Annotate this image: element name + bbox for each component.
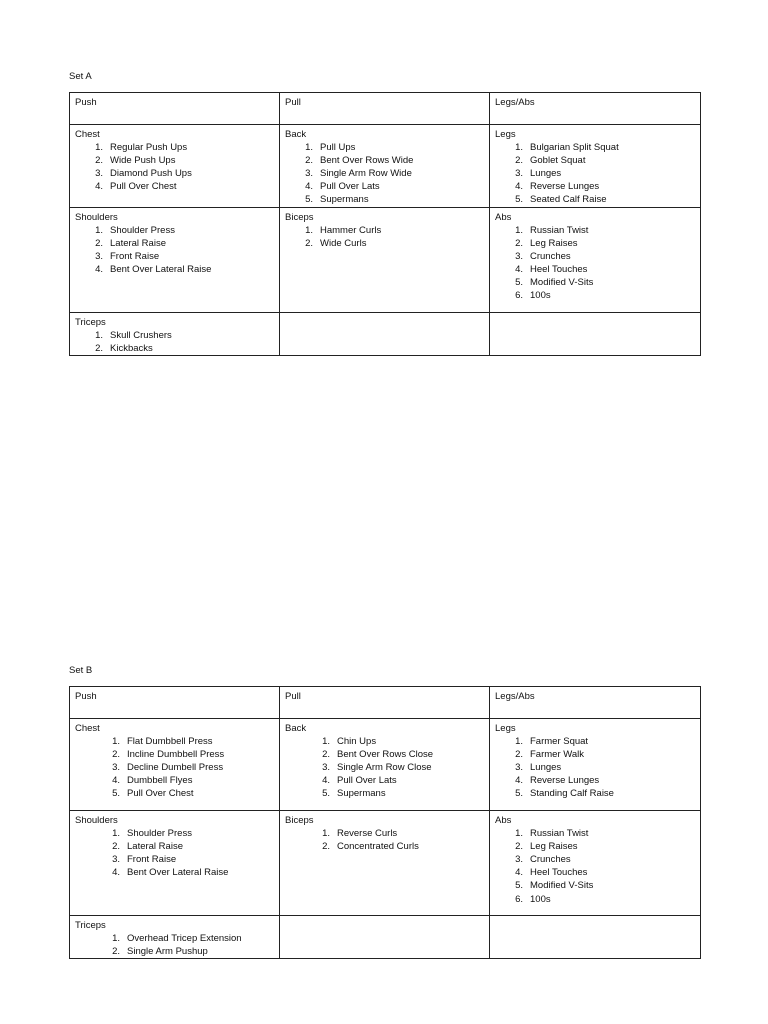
exercise-name: Lateral Raise [127,841,183,853]
group-cell [490,719,701,811]
exercise-name: Overhead Tricep Extension [127,933,242,945]
exercise-list [75,224,274,276]
exercise-list [285,735,484,800]
exercise-number: 2. [515,237,523,249]
exercise-item [75,853,274,866]
exercise-item [75,342,274,355]
muscle-group-title: Triceps [75,316,106,328]
exercise-item [75,329,274,342]
exercise-item [75,827,274,840]
exercise-name: Leg Raises [530,841,578,853]
exercise-number: 4. [515,867,523,879]
exercise-name: Farmer Squat [530,736,589,748]
exercise-item [75,761,274,774]
exercise-name: Pull Over Lats [320,181,380,193]
set-a-table [69,92,701,356]
exercise-number: 4. [95,263,103,275]
exercise-item [285,167,484,180]
exercise-number: 1. [515,224,523,236]
exercise-list [285,224,484,250]
exercise-number: 1. [515,736,523,748]
group-cell [280,916,490,959]
exercise-item [75,735,274,748]
exercise-name: Skull Crushers [110,329,172,341]
exercise-item [495,840,695,853]
exercise-number: 2. [322,841,330,853]
exercise-name: Diamond Push Ups [110,168,192,180]
group-cell [490,916,701,959]
exercise-item [285,154,484,167]
exercise-number: 2. [515,155,523,167]
muscle-group-title: Shoulders [75,211,118,223]
muscle-group-title: Legs [495,723,516,734]
exercise-item [495,141,695,154]
exercise-item [285,840,484,853]
exercise-name: Flat Dumbbell Press [127,736,213,748]
group-cell [70,207,280,312]
exercise-item [495,735,695,748]
exercise-item [495,748,695,761]
set-b-table [69,686,701,959]
exercise-name: Standing Calf Raise [530,788,614,800]
exercise-item [75,787,274,800]
exercise-name: Pull Over Chest [127,788,194,800]
exercise-item [75,224,274,237]
exercise-number: 2. [322,749,330,761]
group-cell [490,125,701,208]
exercise-number: 3. [112,854,120,866]
exercise-item [495,276,695,289]
exercise-number: 2. [515,749,523,761]
exercise-number: 1. [112,828,120,840]
exercise-number: 6. [515,290,523,302]
exercise-list [75,932,274,958]
exercise-name: Reverse Lunges [530,181,600,193]
exercise-number: 1. [322,828,330,840]
exercise-number: 1. [112,736,120,748]
group-cell [280,125,490,208]
group-cell [280,207,490,312]
exercise-item [495,827,695,840]
group-cell [280,719,490,811]
exercise-number: 4. [95,181,103,193]
exercise-name: Dumbbell Flyes [127,775,193,787]
exercise-name: Goblet Squat [530,155,586,167]
exercise-number: 4. [112,775,120,787]
group-cell [70,125,280,208]
exercise-list [495,827,695,906]
exercise-item [495,866,695,879]
exercise-name: Concentrated Curls [337,841,419,853]
exercise-name: Single Arm Row Wide [320,168,412,180]
exercise-number: 2. [305,155,313,167]
exercise-item [285,193,484,206]
exercise-name: Shoulder Press [127,828,192,840]
exercise-list [75,827,274,879]
exercise-list [75,735,274,800]
exercise-item [285,224,484,237]
muscle-group-title: Abs [495,211,512,223]
exercise-item [285,735,484,748]
set-a-label: Set A [69,71,92,82]
exercise-item [285,237,484,250]
header-pull: Pull [280,687,490,719]
exercise-number: 5. [515,880,523,892]
muscle-group-title: Shoulders [75,815,118,826]
exercise-item [495,774,695,787]
exercise-number: 3. [95,250,103,262]
set-b-label: Set B [69,665,93,676]
exercise-name: Russian Twist [530,828,589,840]
exercise-item [285,827,484,840]
exercise-number: 2. [112,841,120,853]
exercise-item [285,774,484,787]
exercise-number: 4. [112,867,120,879]
header-legs-abs: Legs/Abs [490,687,701,719]
exercise-number: 4. [515,263,523,275]
exercise-item [75,141,274,154]
exercise-name: Single Arm Row Close [337,762,432,774]
exercise-item [495,167,695,180]
exercise-number: 4. [515,775,523,787]
exercise-number: 3. [515,854,523,866]
exercise-name: Lunges [530,168,562,180]
exercise-number: 3. [322,762,330,774]
exercise-number: 4. [322,775,330,787]
exercise-item [285,761,484,774]
exercise-name: Lateral Raise [110,237,166,249]
exercise-name: 100s [530,893,551,905]
exercise-list [495,224,695,303]
exercise-name: Supermans [337,788,386,800]
header-legs-abs: Legs/Abs [490,93,701,125]
exercise-name: Hammer Curls [320,224,382,236]
exercise-number: 1. [515,142,523,154]
muscle-group-title: Chest [75,129,100,140]
exercise-number: 1. [112,933,120,945]
group-cell [280,312,490,355]
exercise-item [495,154,695,167]
exercise-name: Modified V-Sits [530,880,594,892]
exercise-item [75,748,274,761]
exercise-name: Crunches [530,854,571,866]
exercise-name: 100s [530,290,551,302]
muscle-group-title: Back [285,129,307,140]
muscle-group-title: Triceps [75,920,106,931]
exercise-number: 5. [322,788,330,800]
exercise-number: 1. [515,828,523,840]
exercise-number: 2. [95,342,103,354]
exercise-item [495,263,695,276]
exercise-item [75,866,274,879]
muscle-group-title: Legs [495,129,516,140]
exercise-number: 6. [515,893,523,905]
exercise-list [495,735,695,800]
group-cell [490,207,701,312]
exercise-item [285,180,484,193]
muscle-group-title: Chest [75,723,100,734]
exercise-name: Single Arm Pushup [127,946,208,958]
exercise-name: Pull Ups [320,142,356,154]
group-cell [490,312,701,355]
exercise-item [75,932,274,945]
exercise-item [75,167,274,180]
exercise-name: Wide Curls [320,237,367,249]
exercise-number: 2. [515,841,523,853]
exercise-name: Regular Push Ups [110,142,188,154]
exercise-name: Leg Raises [530,237,578,249]
exercise-name: Farmer Walk [530,749,585,761]
exercise-list [495,141,695,206]
exercise-name: Bent Over Lateral Raise [110,263,212,275]
exercise-item [495,224,695,237]
exercise-number: 5. [305,194,313,206]
exercise-name: Heel Touches [530,867,588,879]
muscle-group-title: Biceps [285,211,314,223]
exercise-item [495,787,695,800]
group-cell [70,719,280,811]
muscle-group-title: Biceps [285,815,314,826]
exercise-item [495,289,695,302]
exercise-number: 1. [322,736,330,748]
exercise-item [75,154,274,167]
exercise-item [495,250,695,263]
group-cell [70,916,280,959]
exercise-name: Bent Over Rows Close [337,749,434,761]
exercise-item [75,250,274,263]
exercise-name: Heel Touches [530,263,588,275]
exercise-number: 2. [112,749,120,761]
exercise-name: Seated Calf Raise [530,194,607,206]
exercise-number: 3. [305,168,313,180]
exercise-name: Chin Ups [337,736,377,748]
exercise-name: Wide Push Ups [110,155,176,167]
exercise-number: 3. [515,168,523,180]
exercise-number: 1. [95,224,103,236]
exercise-number: 1. [95,142,103,154]
exercise-name: Incline Dumbbell Press [127,749,225,761]
exercise-number: 4. [515,181,523,193]
group-cell [490,811,701,916]
exercise-name: Bulgarian Split Squat [530,142,619,154]
muscle-group-title: Back [285,723,307,734]
exercise-item [285,141,484,154]
exercise-number: 2. [305,237,313,249]
group-cell [70,811,280,916]
exercise-name: Shoulder Press [110,224,175,236]
exercise-name: Pull Over Lats [337,775,397,787]
header-push: Push [70,687,280,719]
exercise-number: 1. [95,329,103,341]
exercise-list [285,827,484,853]
exercise-item [495,237,695,250]
exercise-number: 5. [112,788,120,800]
exercise-item [495,853,695,866]
exercise-item [285,787,484,800]
group-cell [70,312,280,355]
exercise-name: Bent Over Rows Wide [320,155,414,167]
exercise-name: Decline Dumbell Press [127,762,224,774]
exercise-item [495,193,695,206]
exercise-name: Modified V-Sits [530,277,594,289]
exercise-list [285,141,484,206]
exercise-list [75,329,274,355]
exercise-item [75,180,274,193]
exercise-number: 3. [515,250,523,262]
exercise-list [75,141,274,193]
exercise-item [285,748,484,761]
exercise-name: Reverse Curls [337,828,398,840]
group-cell [280,811,490,916]
exercise-item [75,237,274,250]
exercise-number: 3. [112,762,120,774]
exercise-number: 5. [515,194,523,206]
exercise-name: Lunges [530,762,562,774]
exercise-number: 2. [95,237,103,249]
exercise-number: 2. [95,155,103,167]
exercise-name: Reverse Lunges [530,775,600,787]
exercise-number: 5. [515,788,523,800]
exercise-number: 3. [515,762,523,774]
exercise-number: 1. [305,142,313,154]
exercise-name: Supermans [320,194,369,206]
exercise-item [75,263,274,276]
exercise-item [75,774,274,787]
exercise-name: Front Raise [110,250,160,262]
exercise-name: Pull Over Chest [110,181,177,193]
header-pull: Pull [280,93,490,125]
exercise-number: 3. [95,168,103,180]
exercise-name: Kickbacks [110,342,153,354]
exercise-item [495,879,695,892]
exercise-name: Bent Over Lateral Raise [127,867,229,879]
exercise-item [495,893,695,906]
exercise-item [75,840,274,853]
exercise-name: Crunches [530,250,571,262]
exercise-name: Front Raise [127,854,177,866]
muscle-group-title: Abs [495,815,512,826]
exercise-number: 1. [305,224,313,236]
exercise-item [495,180,695,193]
exercise-number: 4. [305,181,313,193]
exercise-name: Russian Twist [530,224,589,236]
exercise-number: 2. [112,946,120,958]
header-push: Push [70,93,280,125]
exercise-number: 5. [515,277,523,289]
exercise-item [495,761,695,774]
exercise-item [75,945,274,958]
